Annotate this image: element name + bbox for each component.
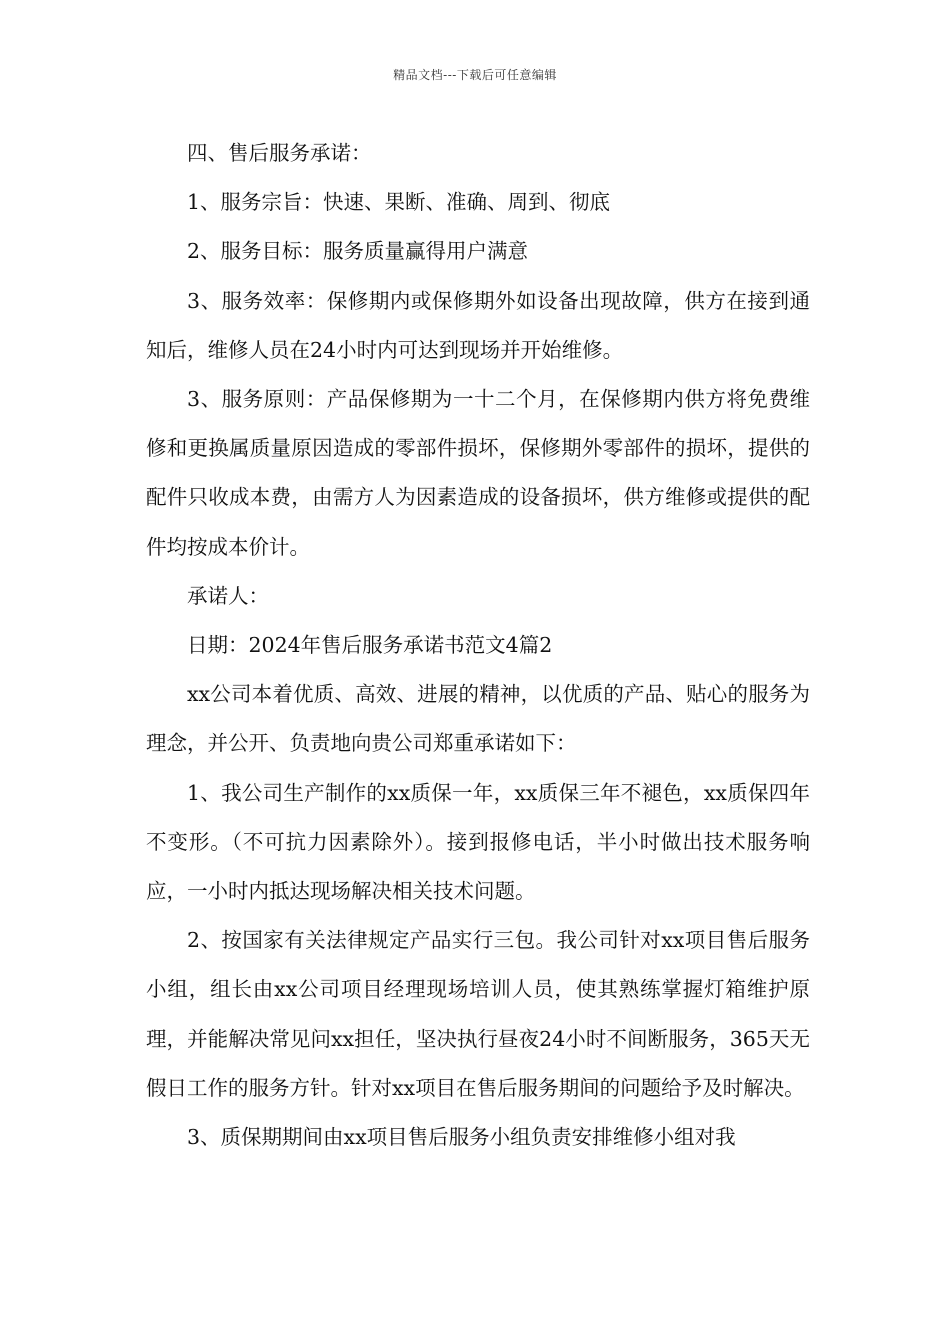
paragraph-item-1: 1、我公司生产制作的xx质保一年，xx质保三年不褪色，xx质保四年不变形。（不可抗力因素除外）。接到报修电话，半小时做出技术服务响应，一小时内抵达现场解决相关技术问题。	[146, 780, 810, 904]
paragraph-service-efficiency: 3、服务效率：保修期内或保修期外如设备出现故障，供方在接到通知后，维修人员在24小时内可达到现场并开始维修。	[146, 288, 810, 362]
section-heading: 四、售后服务承诺：	[187, 141, 372, 165]
paragraph-item-3: 3、质保期期间由xx项目售后服务小组负责安排维修小组对我	[187, 1125, 736, 1150]
paragraph-item-2: 2、按国家有关法律规定产品实行三包。我公司针对xx项目售后服务小组，组长由xx公司项目经理现场培训人员，使其熟练掌握灯箱维护原理，并能解决常见问xx担任，坚决执行昼夜24小时不间断服务，365天无假日工作的服务方针。针对xx项目在售后服务期间的问题给予及时解决。	[146, 928, 810, 1100]
document-body	[146, 129, 810, 1162]
paragraph-service-purpose: 1、服务宗旨：快速、果断、准确、周到、彻底	[187, 190, 611, 215]
page-header: 精品文档---下载后可任意编辑	[393, 68, 557, 82]
paragraph-service-principle: 3、服务原则：产品保修期为一十二个月，在保修期内供方将免费维修和更换属质量原因造成的零部件损坏，保修期外零部件的损坏，提供的配件只收成本费，由需方人为因素造成的设备损坏，供方维修或提供的配件均按成本价计。	[146, 387, 810, 559]
paragraph-service-goal: 2、服务目标：服务质量赢得用户满意	[187, 239, 529, 264]
paragraph-promisor: 承诺人：	[187, 583, 269, 608]
paragraph-date: 日期：2024年售后服务承诺书范文4篇2	[187, 633, 553, 658]
paragraph-intro: xx公司本着优质、高效、进展的精神，以优质的产品、贴心的服务为理念，并公开、负责地向贵公司郑重承诺如下：	[146, 682, 810, 756]
